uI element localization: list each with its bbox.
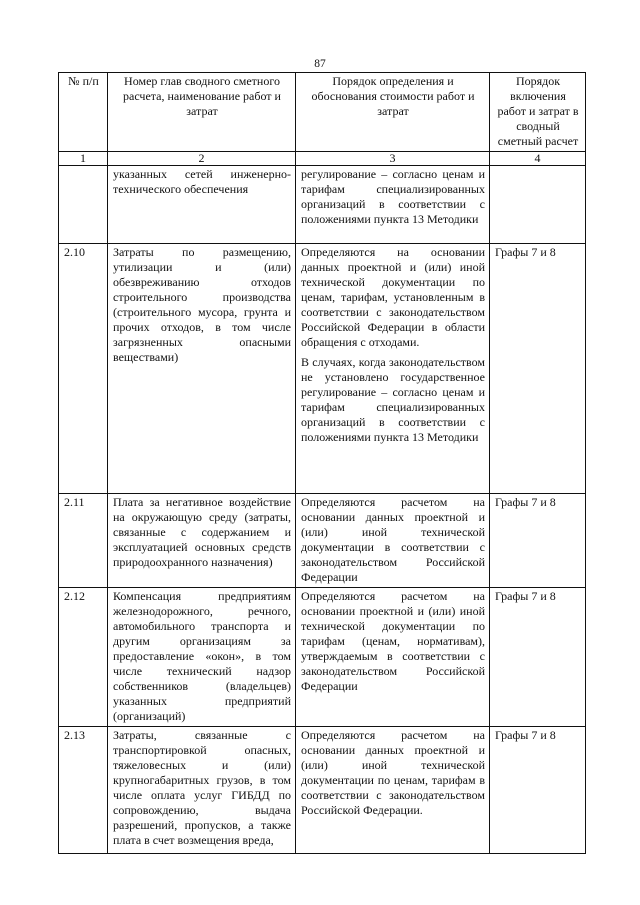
row-inclusion: Графы 7 и 8: [490, 727, 586, 854]
estimate-table: [58, 72, 586, 854]
row-method-paragraph: регулирование – согласно ценам и тарифам специализированных организаций в соответствии с положениями пункта 13 Методики: [301, 167, 485, 226]
row-inclusion: [490, 166, 586, 244]
row-method-paragraph: В случаях, когда законодательством не установлено государственное регулирование – согласно ценам и тарифам специализированных организаций в соответствии с положениями пункта 13 Методики: [301, 355, 485, 444]
header-number: № п/п: [59, 73, 108, 152]
row-inclusion: Графы 7 и 8: [490, 494, 586, 588]
row-inclusion: Графы 7 и 8: [490, 588, 586, 727]
column-number: 4: [490, 152, 586, 166]
row-method: [296, 588, 490, 727]
table-row: [59, 166, 586, 244]
row-number: 2.12: [59, 588, 108, 727]
row-name: Компенсация предприятиям железнодорожного, речного, автомобильного транспорта и другим организациям за предоставление «окон», в том числе технический надзор собственников (владельцев) указанных предприятий (организаций): [108, 588, 296, 727]
column-number: 1: [59, 152, 108, 166]
row-method: [296, 244, 490, 494]
row-name: Затраты, связанные с транспортировкой опасных, тяжеловесных и (или) крупногабаритных грузов, в том числе оплата услуг ГИБДД по сопровождению, выдача разрешений, пропусков, а также плата в счет возмещения вреда,: [108, 727, 296, 854]
row-name: Плата за негативное воздействие на окружающую среду (затраты, связанные с содержанием и эксплуатацией основных средств природоохранного назначения): [108, 494, 296, 588]
table-row: [59, 588, 586, 727]
row-method-paragraph: Определяются на основании данных проектной и (или) иной технической документации по ценам, тарифам, установленным в соответствии с законодательством Российской Федерации в области обращения с отходами.: [301, 245, 485, 349]
row-method-paragraph: Определяются расчетом на основании данных проектной и (или) иной технической документации в соответствии с законодательством Российской Федерации: [301, 495, 485, 584]
table-row: [59, 727, 586, 854]
row-number: [59, 166, 108, 244]
header-name: Номер глав сводного сметного расчета, наименование работ и затрат: [108, 73, 296, 152]
column-number: 2: [108, 152, 296, 166]
table-row: [59, 494, 586, 588]
row-method-paragraph: Определяются расчетом на основании проектной и (или) иной технической документации по тарифам (ценам, нормативам), утверждаемым в соответствии с законодательством Российской Федерации: [301, 589, 485, 693]
row-method: [296, 727, 490, 854]
table-header-row: [59, 73, 586, 152]
row-inclusion: Графы 7 и 8: [490, 244, 586, 494]
row-name: Затраты по размещению, утилизации и (или) обезвреживанию отходов строительного производства (строительного мусора, грунта и прочих отходов, в том числе загрязненных опасными веществами): [108, 244, 296, 494]
row-number: 2.11: [59, 494, 108, 588]
row-method-paragraph: Определяются расчетом на основании данных проектной и (или) иной технической документации по ценам, тарифам в соответствии с законодательством Российской Федерации.: [301, 728, 485, 817]
header-inclusion: Порядок включения работ и затрат в сводный сметный расчет: [490, 73, 586, 152]
column-number-row: [59, 152, 586, 166]
header-method: Порядок определения и обоснования стоимости работ и затрат: [296, 73, 490, 152]
row-number: 2.13: [59, 727, 108, 854]
row-method: [296, 494, 490, 588]
row-number: 2.10: [59, 244, 108, 494]
row-name: указанных сетей инженерно-технического обеспечения: [108, 166, 296, 244]
column-number: 3: [296, 152, 490, 166]
page-number: 87: [314, 58, 326, 70]
row-method: [296, 166, 490, 244]
table-row: [59, 244, 586, 494]
